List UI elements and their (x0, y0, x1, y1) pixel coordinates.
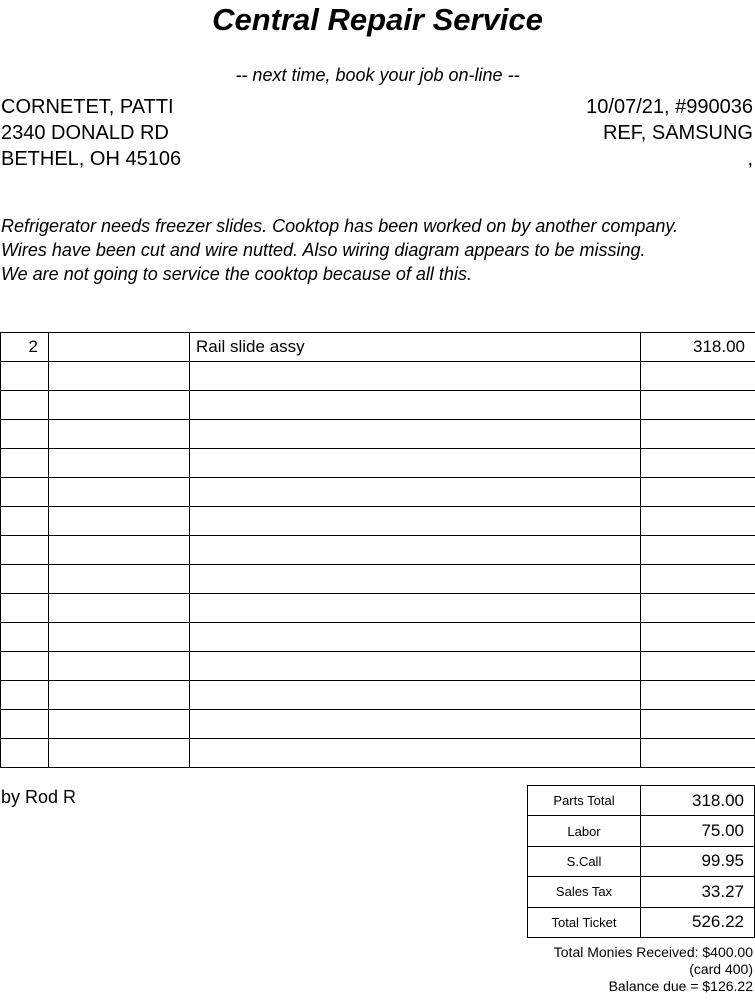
parts-row (1, 623, 755, 652)
part-description (190, 507, 641, 536)
totals-label: S.Call (528, 846, 641, 876)
part-description (190, 420, 641, 449)
parts-row (1, 739, 755, 768)
part-qty (1, 710, 49, 739)
part-price: 318.00 (641, 333, 755, 362)
part-price (641, 449, 755, 478)
part-number (49, 333, 190, 362)
part-qty (1, 391, 49, 420)
totals-label: Parts Total (528, 786, 641, 816)
parts-row (1, 507, 755, 536)
job-extra: , (747, 148, 753, 170)
part-price (641, 362, 755, 391)
parts-row (1, 449, 755, 478)
totals-row (528, 816, 755, 846)
part-number (49, 710, 190, 739)
job-date-number: 10/07/21, #990036 (586, 96, 753, 118)
part-price (641, 478, 755, 507)
parts-row (1, 565, 755, 594)
job-appliance: REF, SAMSUNG (602, 122, 753, 144)
part-qty (1, 507, 49, 536)
parts-row (1, 710, 755, 739)
payment-method: (card 400) (689, 961, 753, 977)
part-price (641, 420, 755, 449)
part-number (49, 536, 190, 565)
customer-name: CORNETET, PATTI (1, 96, 174, 118)
totals-table (527, 785, 755, 938)
part-qty (1, 681, 49, 710)
totals-row (528, 846, 755, 876)
part-qty (1, 449, 49, 478)
part-qty (1, 536, 49, 565)
note-line: Wires have been cut and wire nutted. Also wiring diagram appears to be missing. (1, 240, 646, 260)
part-qty (1, 565, 49, 594)
part-description (190, 449, 641, 478)
part-description (190, 652, 641, 681)
tagline: -- next time, book your job on-line -- (235, 65, 520, 85)
technician: by Rod R (1, 787, 77, 807)
parts-row (1, 478, 755, 507)
part-description (190, 391, 641, 420)
part-price (641, 652, 755, 681)
totals-row (528, 907, 755, 937)
totals-label: Sales Tax (528, 877, 641, 907)
parts-row (1, 594, 755, 623)
part-price (641, 681, 755, 710)
part-number (49, 652, 190, 681)
totals-label: Labor (528, 816, 641, 846)
totals-value: 33.27 (641, 877, 755, 907)
part-description (190, 623, 641, 652)
part-qty (1, 594, 49, 623)
part-number (49, 681, 190, 710)
part-qty (1, 739, 49, 768)
parts-row (1, 391, 755, 420)
part-qty: 2 (1, 333, 49, 362)
balance-due: Balance due = $126.22 (608, 978, 753, 994)
part-price (641, 391, 755, 420)
part-number (49, 478, 190, 507)
part-number (49, 565, 190, 594)
part-number (49, 449, 190, 478)
part-number (49, 420, 190, 449)
part-qty (1, 362, 49, 391)
customer-street: 2340 DONALD RD (1, 122, 169, 144)
part-number (49, 739, 190, 768)
part-price (641, 594, 755, 623)
part-description (190, 478, 641, 507)
part-description (190, 739, 641, 768)
service-notes (1, 214, 753, 286)
part-description (190, 710, 641, 739)
part-price (641, 623, 755, 652)
totals-row (528, 877, 755, 907)
part-qty (1, 478, 49, 507)
part-price (641, 739, 755, 768)
totals-value: 99.95 (641, 846, 755, 876)
part-number (49, 623, 190, 652)
parts-table (0, 332, 755, 768)
note-line: Refrigerator needs freezer slides. Cooktop has been worked on by another company. (1, 216, 679, 236)
part-price (641, 507, 755, 536)
part-description (190, 594, 641, 623)
part-qty (1, 652, 49, 681)
customer-city: BETHEL, OH 45106 (1, 148, 182, 170)
part-number (49, 594, 190, 623)
monies-received: Total Monies Received: $400.00 (553, 944, 753, 960)
company-title: Central Repair Service (212, 2, 543, 37)
totals-value: 318.00 (641, 786, 755, 816)
part-description (190, 681, 641, 710)
totals-label: Total Ticket (528, 907, 641, 937)
part-price (641, 565, 755, 594)
part-description (190, 362, 641, 391)
part-price (641, 710, 755, 739)
parts-row (1, 536, 755, 565)
parts-row (1, 681, 755, 710)
parts-row (1, 652, 755, 681)
totals-value: 526.22 (641, 907, 755, 937)
note-line: We are not going to service the cooktop because of all this. (1, 264, 472, 284)
part-qty (1, 420, 49, 449)
part-qty (1, 623, 49, 652)
part-number (49, 391, 190, 420)
part-number (49, 362, 190, 391)
parts-row (1, 333, 755, 362)
part-description: Rail slide assy (190, 333, 641, 362)
part-description (190, 536, 641, 565)
totals-value: 75.00 (641, 816, 755, 846)
part-number (49, 507, 190, 536)
parts-row (1, 362, 755, 391)
part-price (641, 536, 755, 565)
part-description (190, 565, 641, 594)
parts-row (1, 420, 755, 449)
totals-row (528, 786, 755, 816)
